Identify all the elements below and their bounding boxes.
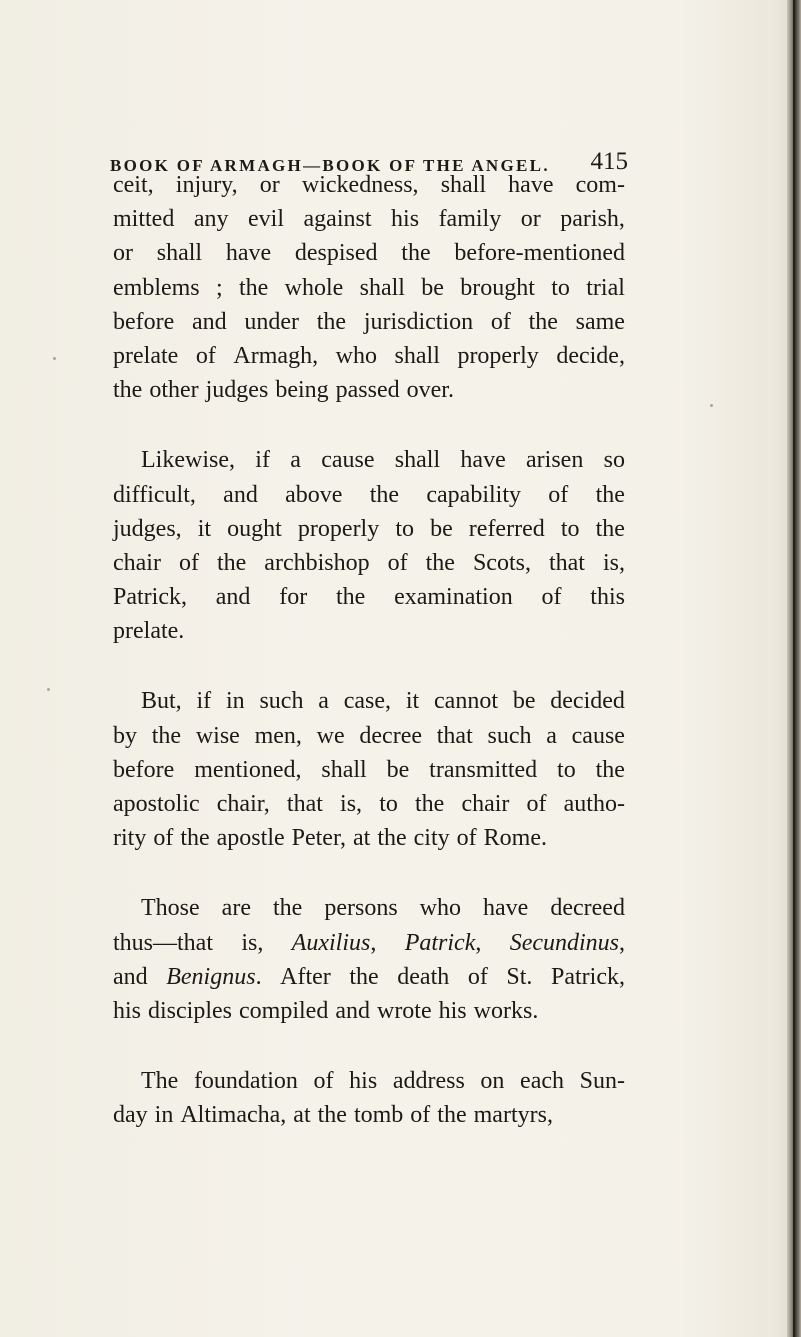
word: Scots, [472,549,531,576]
word: and [215,584,251,611]
word: the [595,756,625,783]
word: that [436,722,473,749]
word: capability [426,481,521,508]
word: judges, [113,515,182,542]
word: that [548,549,585,576]
paragraph [113,684,625,855]
word: of [313,1068,334,1095]
word: wise [195,722,240,749]
word: who [419,895,462,922]
word: or [520,206,541,233]
word: properly [297,515,380,542]
word: and [192,308,227,335]
word: each [520,1068,565,1095]
word: before [113,308,175,335]
word: have [483,895,529,922]
word: so [603,447,625,474]
text-line [113,960,625,994]
word: his [391,206,420,233]
word: over. [406,377,454,404]
word: the [316,308,347,335]
word: at [293,1102,311,1129]
word: of [153,825,174,852]
word: be [512,688,536,715]
word: in [225,688,245,715]
word: we [316,722,345,749]
word: the [414,791,445,817]
word: this [590,584,625,611]
word: address [392,1068,465,1095]
word: of [526,791,547,817]
text-line [113,994,625,1028]
word: chair, [216,791,270,817]
word: shall [394,447,441,474]
word: are [221,895,251,922]
paper-speck [47,688,50,691]
word: same [575,308,625,335]
text-line [113,753,625,787]
word: the [272,895,303,922]
word: a [290,447,301,474]
word: be [421,274,444,301]
word: Rome. [483,825,547,852]
word: before [113,756,175,783]
word: of [387,549,408,576]
word: the [349,963,379,990]
word: to [551,274,570,301]
text-line [113,1098,625,1132]
word: the [335,584,366,611]
paragraph [113,168,625,407]
word: being [275,377,329,404]
word: examination [394,584,513,611]
running-head-title: BOOK OF ARMAGH—BOOK OF THE ANGEL. [110,156,550,175]
word: a [546,722,557,749]
word: the [437,1102,467,1129]
word: under [244,308,300,335]
word: mitted [113,206,175,233]
word: transmitted [429,756,538,783]
text-line [113,614,625,648]
word: Patrick, [551,963,625,990]
word: his [113,997,142,1024]
word: shall [394,342,440,369]
word: of [195,342,216,369]
word: other [149,377,199,404]
word: for [279,584,308,611]
word: to [560,515,580,542]
word: mentioned, [194,756,302,783]
binding-edge [793,0,795,1337]
word: the [425,549,455,576]
word: of [541,584,562,611]
text-line [113,512,625,546]
word: to [557,756,576,783]
word: have [460,447,506,474]
word: chair [461,791,510,817]
word: autho- [563,791,625,817]
word: of [178,549,199,576]
word: decreed [550,895,625,922]
word: judges [205,377,269,404]
word: Likewise, [141,447,235,474]
word: Sun- [579,1068,625,1095]
word: prelate. [113,618,185,645]
word: of [456,825,477,852]
word: and [223,481,258,508]
text-line [113,339,625,373]
word: ceit, [113,172,154,198]
word: compiled [239,997,329,1024]
word: day [113,1102,148,1129]
word: that [286,791,323,817]
word: and [335,997,370,1024]
word: his [438,997,467,1024]
word: above [285,481,343,508]
text-line [113,684,625,718]
word: be [430,515,453,542]
word: at [353,825,371,852]
word: the [528,308,558,335]
word: properly [457,342,539,369]
word: After [280,963,331,990]
word: emblems [113,274,200,301]
word: such [259,688,304,715]
word: or [113,240,133,267]
body-text [113,168,625,1169]
text-line [113,305,625,339]
text-line [113,719,625,753]
word: to [379,791,398,817]
word: his [349,1068,378,1095]
word: the [369,481,400,508]
word: thus—that [113,929,213,956]
word: the [151,722,182,749]
word: works. [473,997,539,1024]
word: shall [359,274,405,301]
text-line [113,271,625,305]
text-line [113,202,625,236]
word: injury, [175,172,238,198]
word: decided [550,688,625,715]
paragraph [113,1064,625,1132]
word: St. [506,963,533,990]
word: trial [586,274,625,301]
word: Benignus. [166,963,262,990]
word: and [113,963,148,990]
word: evil [248,206,285,233]
word: have [508,172,554,198]
word: archbishop [264,549,370,576]
word: decree [359,722,422,749]
word: arisen [526,447,584,474]
word: if [196,688,212,715]
word: referred [468,515,545,542]
word: is, [241,929,264,956]
word: before-mentioned [454,240,625,267]
word: against [303,206,372,233]
word: apostolic [113,791,200,817]
text-line [113,478,625,512]
word: rity [113,825,147,852]
word: The [141,1068,179,1095]
word: But, [141,688,182,715]
word: if [255,447,270,474]
word: the [216,549,247,576]
word: a [318,688,329,715]
word: have [225,240,272,267]
word: tomb [353,1102,404,1129]
word: difficult, [113,481,196,508]
word: the [113,377,143,404]
word: city [413,825,450,852]
text-line [113,580,625,614]
word: the [238,274,269,301]
word: martyrs, [473,1102,553,1129]
word: the [595,481,625,508]
word: the [317,1102,347,1129]
word: the [595,515,625,542]
text-line [113,373,625,407]
paper-speck [53,357,56,360]
word: such [487,722,532,749]
word: cannot [434,688,498,715]
word: be [386,756,410,783]
word: who [335,342,377,369]
word: Auxilius, [291,929,377,956]
word: prelate [113,342,179,369]
word: the [401,240,431,267]
word: men, [254,722,302,749]
word: to [395,515,414,542]
word: Secundinus, [509,929,625,956]
word: the [377,825,407,852]
word: apostle [216,825,285,852]
word: is, [340,791,363,817]
word: or [259,172,280,198]
word: ought [227,515,282,542]
text-line [113,168,625,202]
text-line [113,891,625,925]
word: on [480,1068,505,1095]
word: Peter, [291,825,346,852]
word: it [197,515,212,542]
word: parish, [560,206,625,233]
word: Those [141,895,200,922]
word: decide, [556,342,625,369]
word: wickedness, [301,172,419,198]
word: Altimacha, [180,1102,287,1129]
paragraph [113,443,625,648]
text-line [113,443,625,477]
word: cause [571,722,625,749]
word: of [410,1102,431,1129]
word: foundation [193,1068,298,1095]
word: Armagh, [233,342,319,369]
word: of [548,481,569,508]
word: shall [156,240,203,267]
word: despised [294,240,378,267]
word: ; [215,274,223,301]
word: whole [284,274,344,301]
text-line [113,546,625,580]
word: case, [343,688,392,715]
page-number: 415 [590,148,628,175]
paper-speck [710,404,713,407]
text-line [113,926,625,960]
word: cause [321,447,375,474]
word: Patrick, [113,584,187,611]
word: of [467,963,488,990]
word: wrote [376,997,432,1024]
word: passed [335,377,400,404]
word: it [405,688,420,715]
word: family [438,206,502,233]
text-line [113,1064,625,1098]
word: chair [113,549,161,576]
text-line [113,236,625,270]
text-line [113,821,625,855]
word: Patrick, [404,929,482,956]
word: by [113,722,137,749]
word: disciples [148,997,233,1024]
word: brought [460,274,535,301]
paragraph [113,891,625,1028]
word: shall [440,172,487,198]
word: of [490,308,511,335]
word: is, [602,549,625,576]
text-line [113,787,625,821]
word: com- [575,172,625,198]
word: death [397,963,450,990]
word: shall [321,756,367,783]
word: persons [324,895,398,922]
word: in [154,1102,174,1129]
word: the [180,825,210,852]
word: any [193,206,229,233]
word: jurisdiction [363,308,474,335]
